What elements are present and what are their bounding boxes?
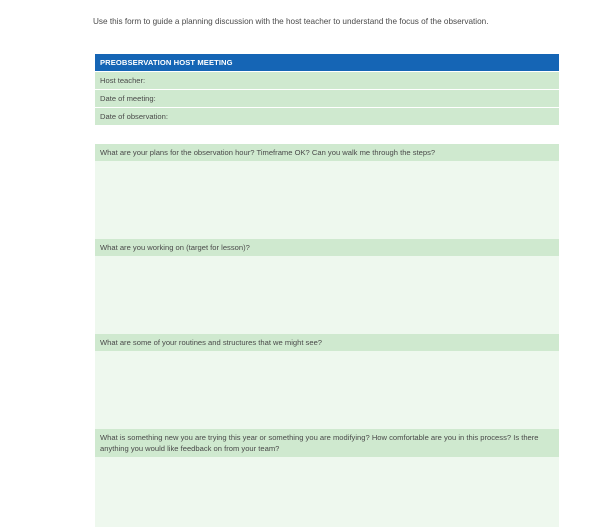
question-label: What are your plans for the observation hour? Timeframe OK? Can you walk me through the steps? [95,144,559,161]
host-teacher-field[interactable]: Host teacher: [95,72,559,89]
preobservation-form [95,54,559,527]
question-label: What is something new you are trying this year or something you are modifying? How comfortable are you in this process? Is there anything you would like feedback on from your team? [95,429,559,457]
question-label: What are some of your routines and structures that we might see? [95,334,559,351]
answer-area[interactable] [95,457,559,527]
form-header: PREOBSERVATION HOST MEETING [95,54,559,71]
intro-text: Use this form to guide a planning discussion with the host teacher to understand the focus of the observation. [93,17,489,26]
question-routines [95,334,559,429]
question-plans [95,144,559,239]
date-of-meeting-field[interactable]: Date of meeting: [95,90,559,107]
question-target [95,239,559,334]
question-label: What are you working on (target for lesson)? [95,239,559,256]
date-of-observation-field[interactable]: Date of observation: [95,108,559,125]
question-new-practice [95,429,559,527]
answer-area[interactable] [95,351,559,429]
answer-area[interactable] [95,161,559,239]
answer-area[interactable] [95,256,559,334]
